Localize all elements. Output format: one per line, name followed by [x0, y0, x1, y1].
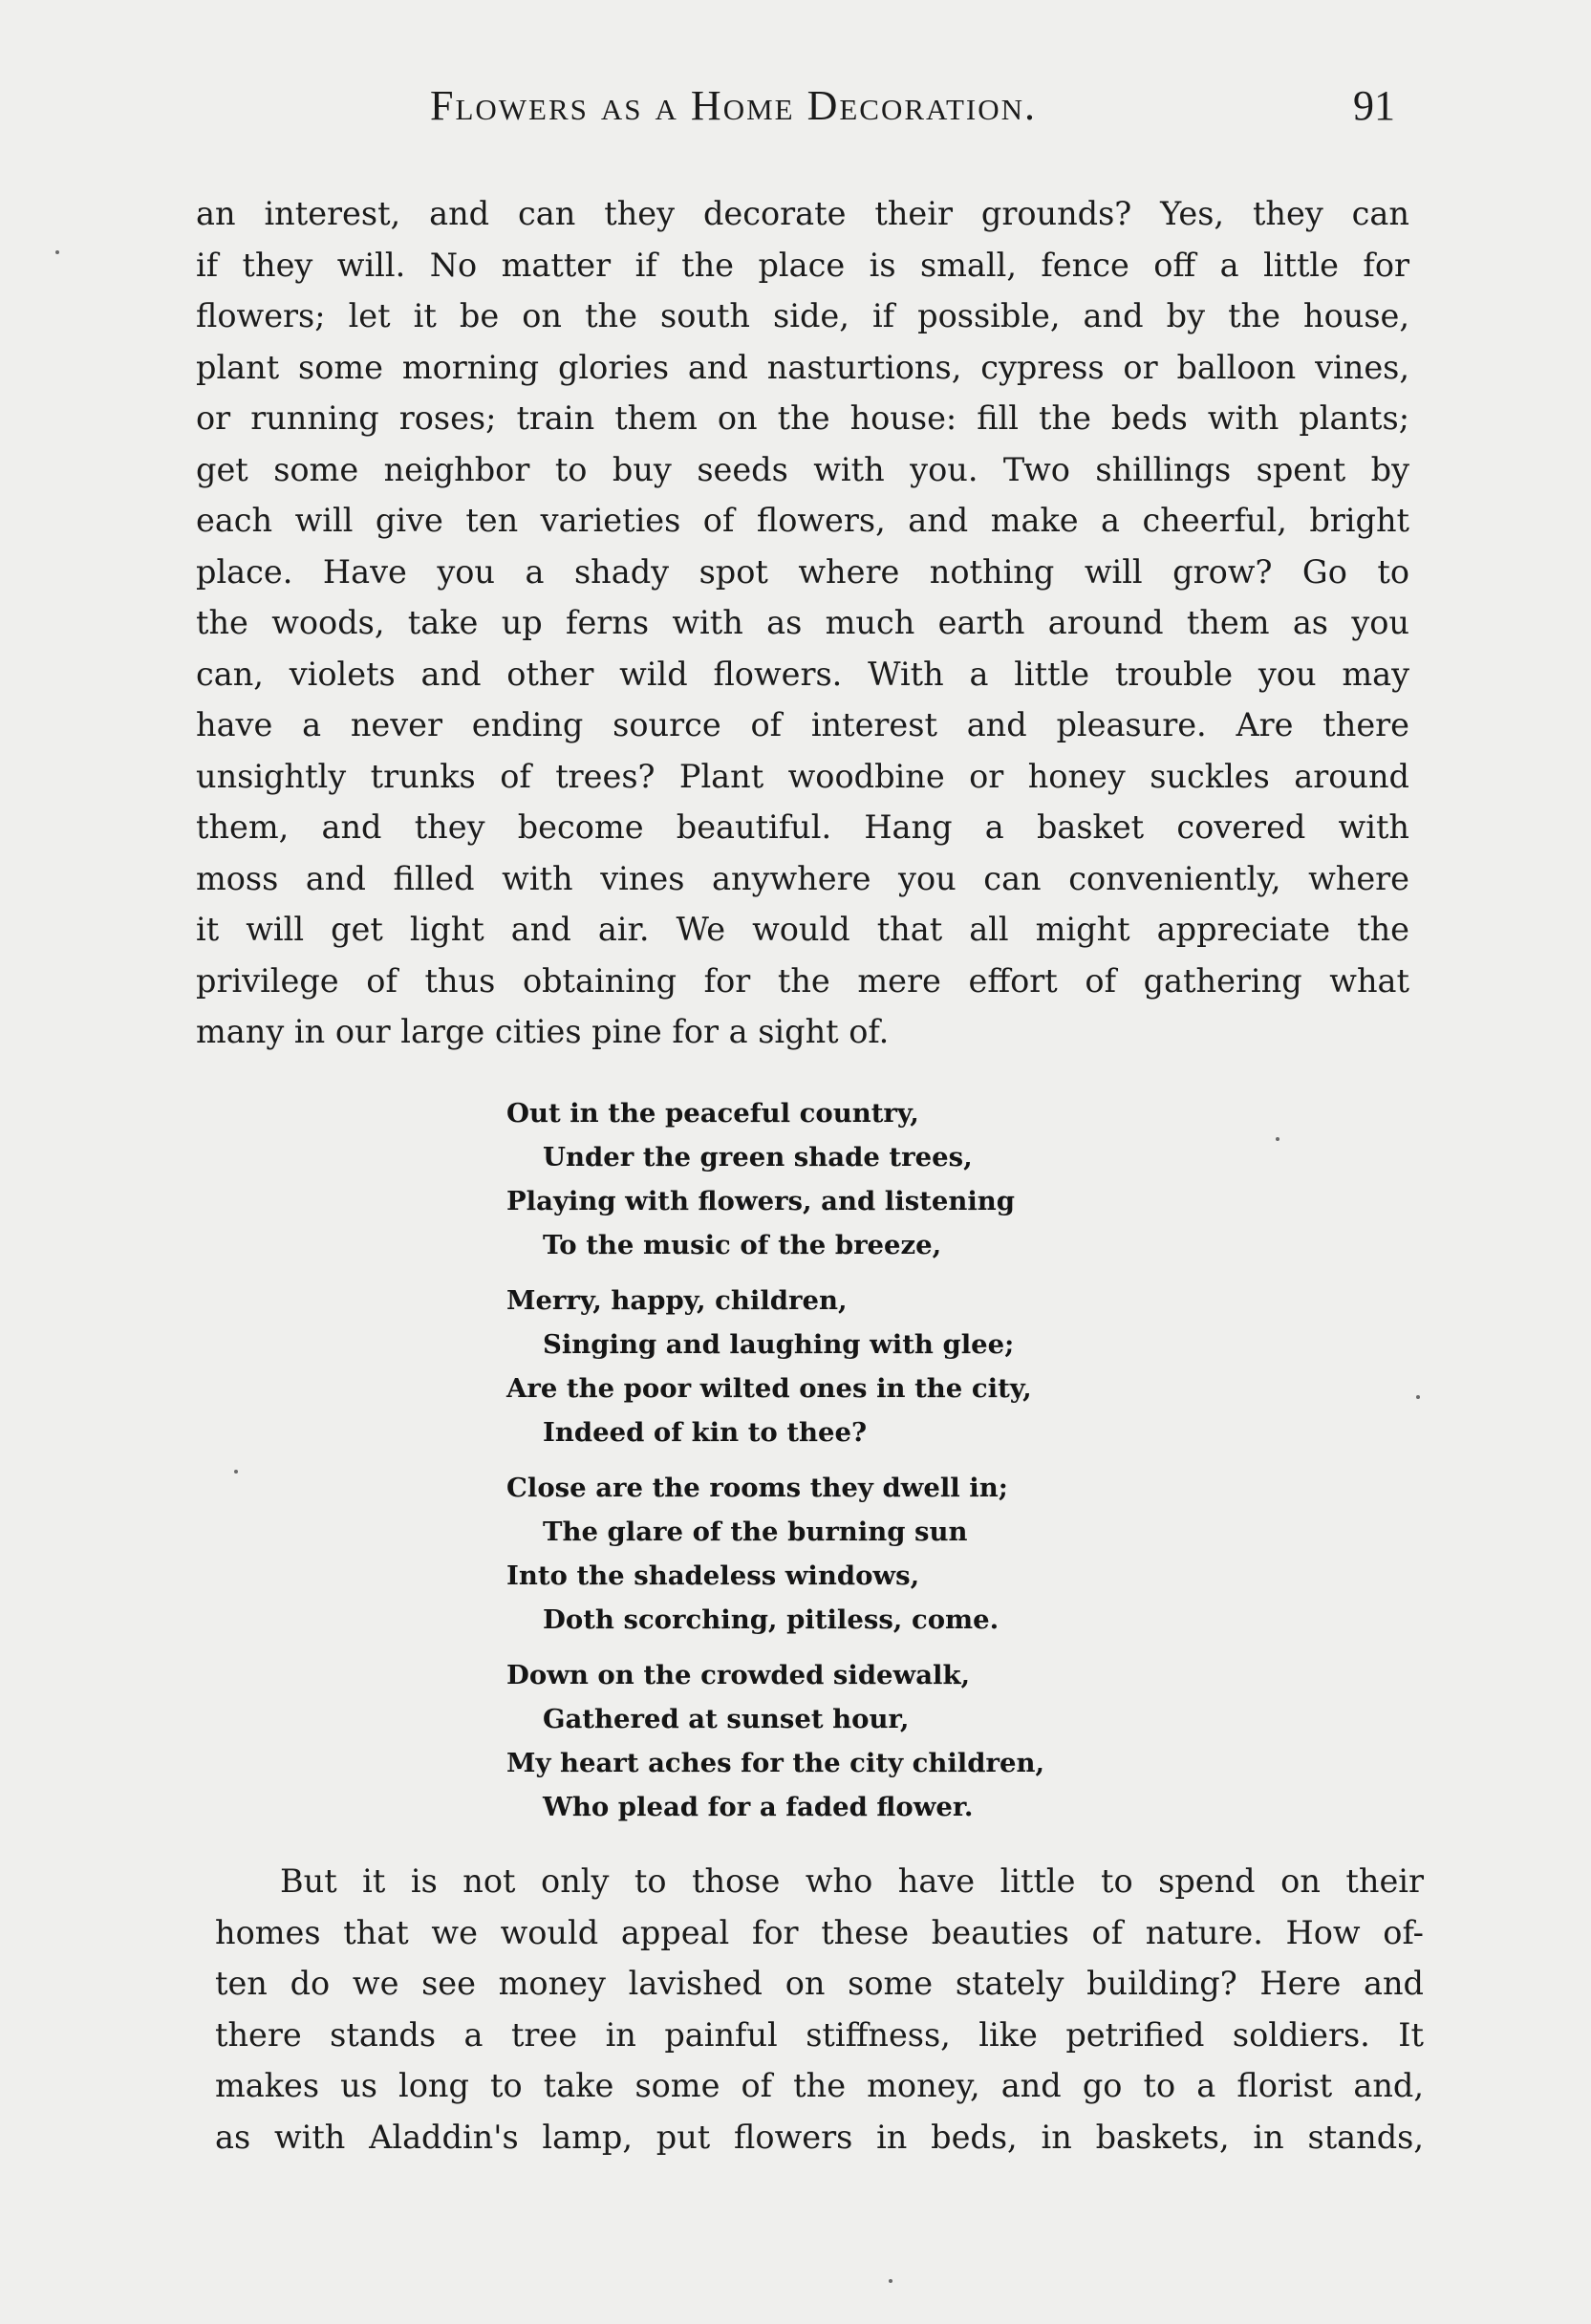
text-line: unsightly trunks of trees? Plant woodbine or honey suckles around [196, 757, 1409, 795]
text-line: them, and they become beautiful. Hang a basket covered with [196, 808, 1409, 846]
paper-speck [1416, 1395, 1420, 1399]
running-title: Flowers as a Home Decoration. [430, 82, 1038, 129]
poem-line: Playing with flowers, and listening [506, 1186, 1016, 1216]
poem-line: Out in the peaceful country, [506, 1098, 919, 1129]
poem [506, 1091, 1044, 1840]
text-line: many in our large cities pine for a sight of. [196, 1013, 890, 1050]
text-line: get some neighbor to buy seeds with you. Two shillings spent by [196, 450, 1409, 488]
page-number: 91 [1353, 82, 1395, 129]
poem-line: Are the poor wilted ones in the city, [506, 1373, 1032, 1404]
text-line: an interest, and can they decorate their grounds? Yes, they can [196, 195, 1409, 232]
text-line: each will give ten varieties of flowers, and make a cheerful, bright [196, 502, 1409, 539]
poem-line: Indeed of kin to thee? [543, 1417, 868, 1448]
text-line: place. Have you a shady spot where nothing will grow? Go to [196, 552, 1409, 591]
poem-stanza [506, 1279, 1044, 1454]
text-line: as with Aladdin's lamp, put flowers in beds, in baskets, in stands, [215, 2118, 1424, 2156]
poem-line: Down on the crowded sidewalk, [506, 1660, 971, 1690]
poem-line: To the music of the breeze, [543, 1230, 942, 1260]
text-line: plant some morning glories and nasturtions, cypress or balloon vines, [196, 348, 1409, 386]
text-line: it will get light and air. We would that all might appreciate the [196, 911, 1409, 948]
paper-speck [55, 250, 59, 254]
text-line: or running roses; train them on the house: fill the beds with plants; [196, 399, 1409, 437]
text-line: But it is not only to those who have little to spend on their [280, 1862, 1424, 1900]
poem-stanza [506, 1091, 1044, 1267]
paper-speck [234, 1470, 238, 1474]
text-line: moss and filled with vines anywhere you can conveniently, where [196, 859, 1409, 897]
paragraph-2 [215, 1856, 1424, 2163]
poem-line: The glare of the burning sun [543, 1517, 968, 1547]
poem-line: My heart aches for the city children, [506, 1748, 1045, 1778]
paper-speck [889, 2279, 892, 2283]
poem-line: Singing and laughing with glee; [543, 1329, 1015, 1360]
poem-line: Merry, happy, children, [506, 1285, 848, 1316]
text-line: the woods, take up ferns with as much earth around them as you [196, 604, 1409, 641]
text-line: privilege of thus obtaining for the mere effort of gathering what [196, 961, 1409, 1000]
text-line: there stands a tree in painful stiffness, like petrified soldiers. It [215, 2015, 1424, 2054]
poem-line: Doth scorching, pitiless, come. [543, 1604, 1000, 1635]
text-line: can, violets and other wild flowers. With a little trouble you may [196, 655, 1409, 693]
text-line: ten do we see money lavished on some stately building? Here and [215, 1965, 1424, 2002]
poem-line: Into the shadeless windows, [506, 1560, 920, 1591]
paragraph-1 [196, 188, 1409, 1058]
poem-stanza [506, 1653, 1044, 1829]
page-header [191, 81, 1395, 139]
poem-line: Gathered at sunset hour, [543, 1704, 910, 1734]
text-line: flowers; let it be on the south side, if possible, and by the house, [196, 297, 1409, 334]
text-line: makes us long to take some of the money, and go to a florist and, [215, 2067, 1424, 2104]
poem-line: Close are the rooms they dwell in; [506, 1473, 1008, 1503]
text-line: have a never ending source of interest and pleasure. Are there [196, 706, 1409, 743]
poem-stanza [506, 1466, 1044, 1642]
text-line: homes that we would appeal for these beauties of nature. How of- [215, 1913, 1424, 1951]
text-line: if they will. No matter if the place is small, fence off a little for [196, 246, 1409, 284]
poem-line: Under the green shade trees, [543, 1142, 973, 1173]
poem-line: Who plead for a faded flower. [543, 1792, 974, 1822]
paper-speck [1276, 1137, 1279, 1141]
